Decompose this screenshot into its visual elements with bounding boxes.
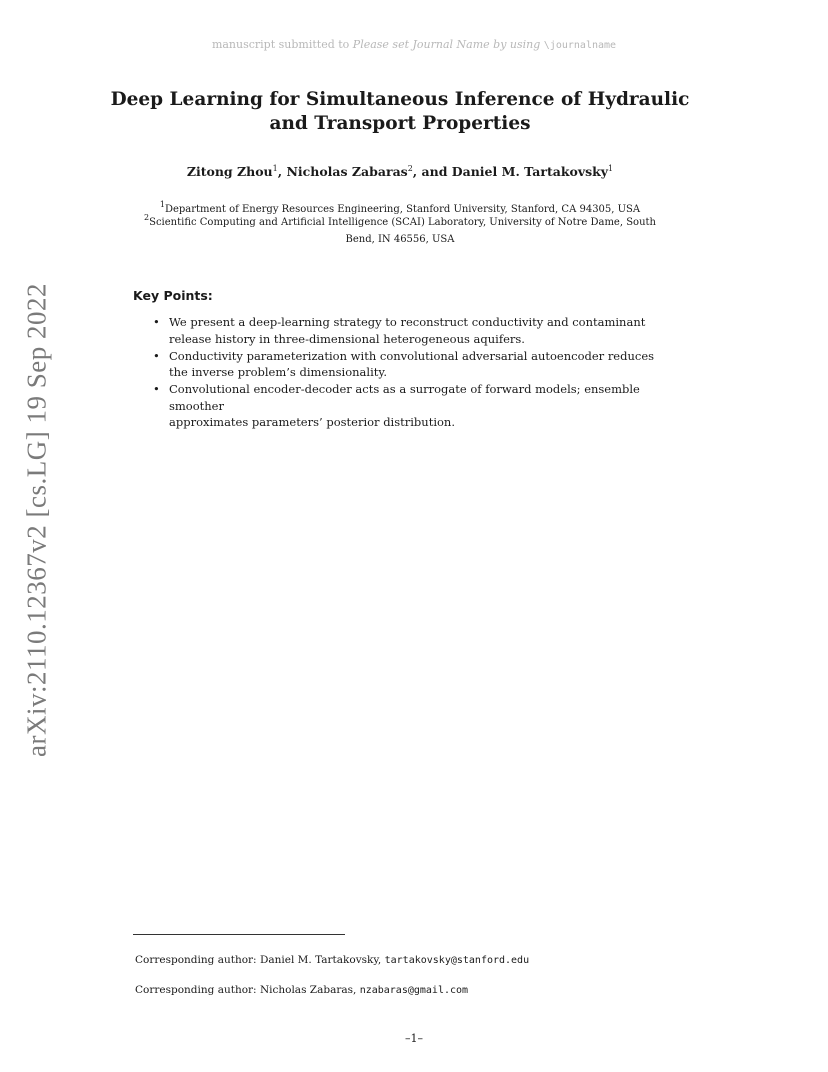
arxiv-identifier-stamp: arXiv:2110.12367v2 [cs.LG] 19 Sep 2022	[21, 283, 52, 757]
paper-title	[80, 88, 720, 136]
author-separator: , and	[412, 164, 452, 179]
key-points-list	[153, 314, 693, 431]
affiliation-line	[120, 234, 680, 247]
author-affil-mark: 2	[407, 164, 413, 173]
bullet-icon: •	[153, 348, 160, 363]
page-number: –1–	[405, 1032, 423, 1045]
author-list	[80, 164, 720, 179]
key-point-line: Conductivity parameterization with convolutional adversarial autoencoder reduces	[169, 348, 655, 363]
affiliation-text: Scientific Computing and Artificial Intelligence (SCAI) Laboratory, University of Notre Dame, South	[149, 216, 656, 228]
footnote-author-name: Nicholas Zabaras,	[259, 984, 360, 996]
footnote-author-name: Daniel M. Tartakovsky,	[259, 954, 385, 966]
footnote-divider	[133, 934, 345, 935]
author-name: Daniel M. Tartakovsky	[451, 164, 609, 179]
author-email: nzabaras@gmail.com	[359, 985, 469, 996]
header-journal-placeholder: Please set Journal Name by using	[352, 38, 544, 51]
affiliation-text: Department of Energy Resources Engineering, Stanford University, Stanford, CA 94305, USA	[164, 204, 641, 215]
list-item	[153, 381, 693, 431]
affiliation-mark: 2	[144, 212, 150, 222]
footnote-label: Corresponding author:	[135, 954, 260, 966]
author-email: tartakovsky@stanford.edu	[384, 955, 530, 966]
bullet-icon: •	[153, 315, 160, 329]
bullet-icon: •	[153, 382, 160, 396]
key-point-line: We present a deep-learning strategy to reconstruct conductivity and contaminant	[169, 315, 646, 329]
header-prefix: manuscript submitted to	[211, 38, 353, 51]
author-affil-mark: 1	[608, 164, 614, 173]
footnote-label: Corresponding author:	[135, 984, 260, 996]
affiliation-text: Bend, IN 46556, USA	[345, 234, 455, 245]
author-affil-mark: 1	[272, 164, 278, 173]
affiliation-line	[120, 212, 680, 230]
author-name: Nicholas Zabaras	[286, 164, 408, 179]
key-point-line: the inverse problem’s dimensionality.	[169, 365, 388, 379]
author-separator: ,	[277, 164, 287, 179]
title-line-1: Deep Learning for Simultaneous Inference of Hydraulic	[110, 89, 690, 110]
running-header	[0, 38, 828, 51]
author-name: Zitong Zhou	[186, 164, 273, 179]
affiliation-mark: 1	[159, 200, 165, 209]
list-item	[153, 348, 693, 381]
key-point-line: approximates parameters’ posterior distribution.	[169, 415, 455, 429]
header-command: \journalname	[543, 40, 617, 51]
corresponding-author-footnote	[135, 984, 468, 996]
affiliations	[120, 200, 680, 247]
corresponding-author-footnote	[135, 954, 529, 966]
key-point-line: release history in three-dimensional heterogeneous aquifers.	[169, 331, 525, 346]
key-points-heading: Key Points:	[133, 288, 213, 303]
title-line-2: and Transport Properties	[269, 113, 531, 134]
key-point-line: Convolutional encoder-decoder acts as a surrogate of forward models; ensemble smoother	[169, 382, 640, 413]
affiliation-line	[120, 200, 680, 217]
list-item	[153, 314, 693, 347]
